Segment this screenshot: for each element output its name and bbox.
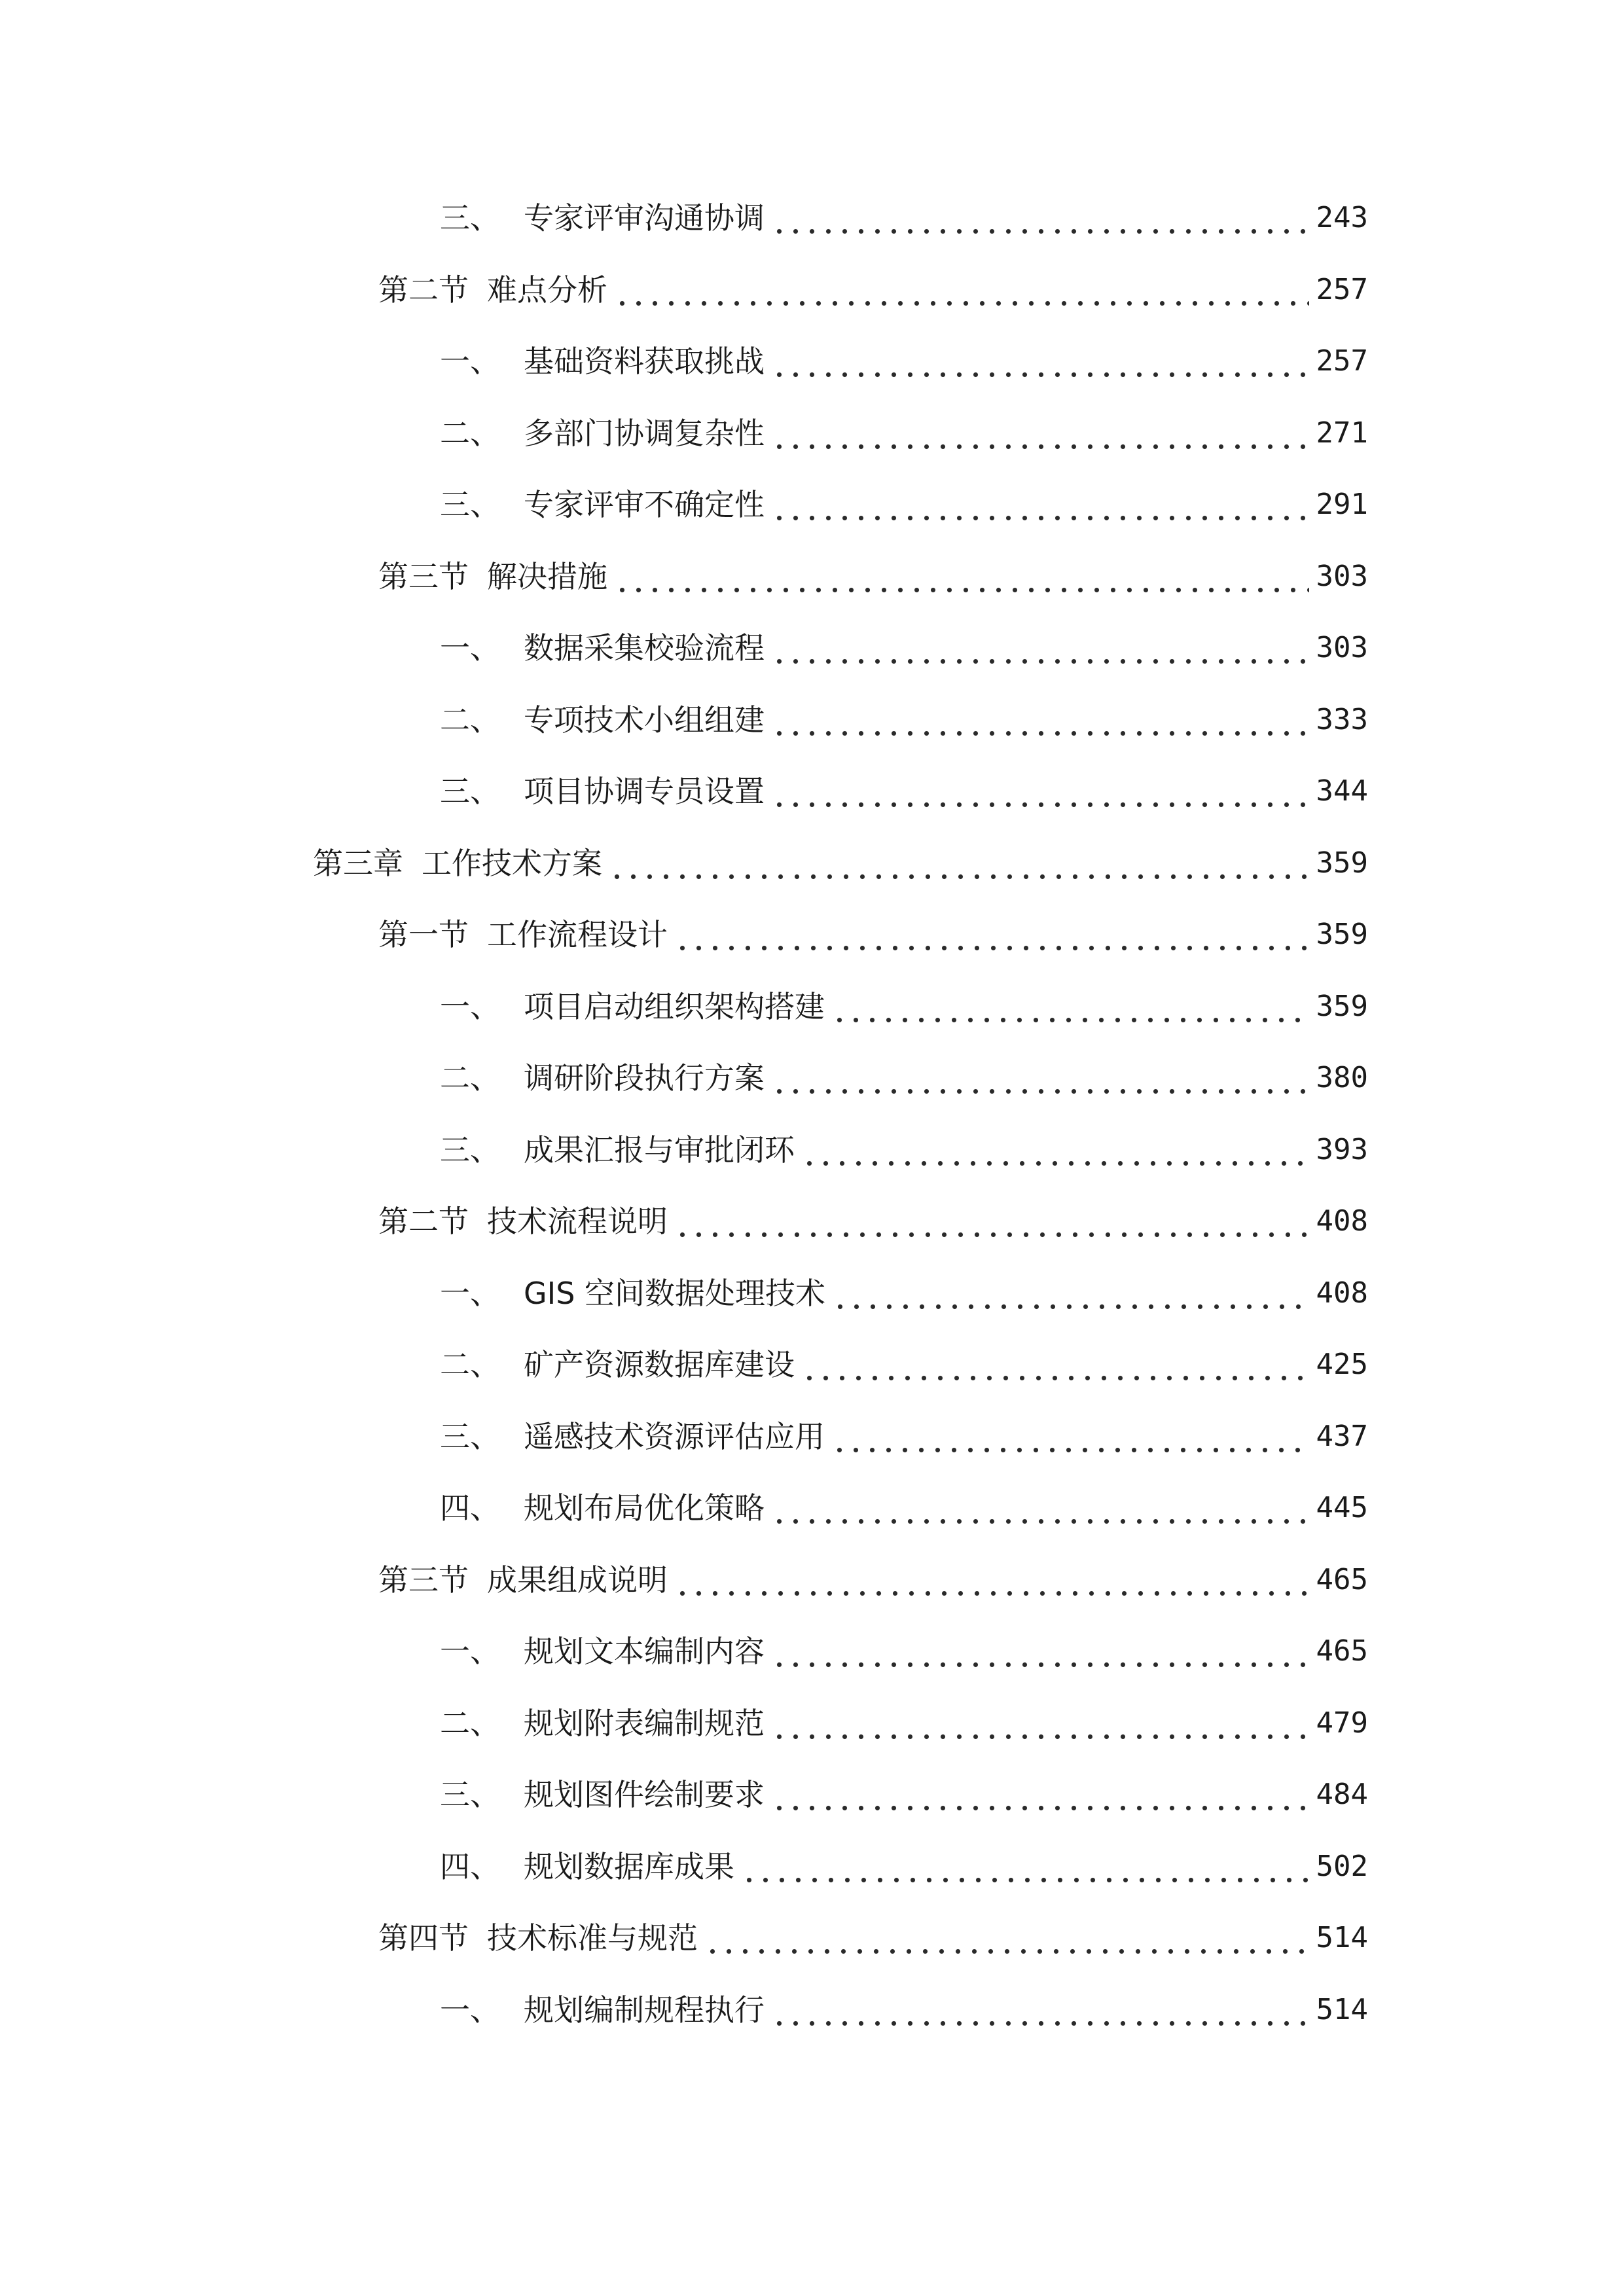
dot-leader bbox=[801, 1124, 1309, 1176]
dot-leader bbox=[832, 1267, 1309, 1319]
toc-entry-title: 工作技术方案 bbox=[422, 846, 602, 881]
toc-entry-title: 遥感技术资源评估应用 bbox=[524, 1419, 825, 1454]
toc-entry[interactable] bbox=[378, 1912, 1368, 1964]
toc-entry[interactable] bbox=[440, 1124, 1368, 1176]
toc-entry-marker: 四、 bbox=[440, 1490, 500, 1526]
toc-entry-marker: 二、 bbox=[440, 416, 500, 451]
toc-entry-title: 规划文本编制内容 bbox=[524, 1634, 765, 1669]
dot-leader bbox=[771, 407, 1309, 459]
dot-leader bbox=[771, 1984, 1309, 2036]
toc-entry-marker: 二、 bbox=[440, 1060, 500, 1096]
toc-entry-marker: 四、 bbox=[440, 1849, 500, 1884]
toc-entry-page: 303 bbox=[1316, 560, 1368, 593]
toc-entry-page: 243 bbox=[1316, 201, 1368, 234]
toc-entry[interactable] bbox=[378, 908, 1368, 961]
toc-entry[interactable] bbox=[378, 1195, 1368, 1247]
toc-entry-title: 技术标准与规范 bbox=[487, 1920, 698, 1956]
dot-leader bbox=[614, 550, 1309, 603]
toc-entry[interactable] bbox=[378, 550, 1368, 603]
toc-entry[interactable] bbox=[440, 1768, 1368, 1821]
toc-entry-title: 成果汇报与审批闭环 bbox=[524, 1132, 795, 1168]
toc-entry-marker: 一、 bbox=[440, 1276, 500, 1311]
toc-entry-title: 难点分析 bbox=[487, 272, 607, 308]
toc-entry-marker: 第二节 bbox=[378, 1204, 469, 1239]
toc-entry-page: 380 bbox=[1316, 1061, 1368, 1094]
dot-leader bbox=[831, 1410, 1309, 1463]
toc-entry-page: 514 bbox=[1316, 1993, 1368, 2026]
toc-entry-marker: 三、 bbox=[440, 1132, 500, 1168]
toc-entry-title: 规划附表编制规范 bbox=[524, 1706, 765, 1741]
dot-leader bbox=[614, 264, 1309, 316]
toc-entry-page: 393 bbox=[1316, 1133, 1368, 1166]
toc-entry[interactable] bbox=[440, 1482, 1368, 1534]
toc-entry-marker: 二、 bbox=[440, 702, 500, 738]
dot-leader bbox=[771, 1482, 1309, 1534]
toc-entry-page: 437 bbox=[1316, 1420, 1368, 1453]
toc-entry-title: 规划布局优化策略 bbox=[524, 1490, 765, 1526]
toc-entry[interactable] bbox=[378, 264, 1368, 316]
toc-entry-marker: 三、 bbox=[440, 487, 500, 522]
dot-leader bbox=[674, 1554, 1309, 1606]
dot-leader bbox=[771, 1768, 1309, 1821]
toc-entry-page: 291 bbox=[1316, 488, 1368, 521]
toc-entry-page: 359 bbox=[1316, 990, 1368, 1023]
toc-entry-page: 502 bbox=[1316, 1850, 1368, 1883]
toc-entry[interactable] bbox=[440, 622, 1368, 674]
toc-entry-marker: 一、 bbox=[440, 630, 500, 666]
toc-entry-page: 425 bbox=[1316, 1348, 1368, 1381]
toc-entry-page: 271 bbox=[1316, 416, 1368, 450]
toc-entry-title: 调研阶段执行方案 bbox=[524, 1060, 765, 1096]
toc-entry[interactable] bbox=[440, 1338, 1368, 1391]
toc-entry-title: 专家评审不确定性 bbox=[524, 487, 765, 522]
toc-entry-title: 工作流程设计 bbox=[487, 917, 668, 952]
toc-entry-page: 344 bbox=[1316, 774, 1368, 808]
toc-entry-page: 514 bbox=[1316, 1921, 1368, 1954]
toc-entry[interactable] bbox=[440, 1267, 1368, 1319]
toc-entry-marker: 二、 bbox=[440, 1347, 500, 1382]
toc-entry-title: 矿产资源数据库建设 bbox=[524, 1347, 795, 1382]
toc-entry-marker: 一、 bbox=[440, 1992, 500, 2028]
dot-leader bbox=[771, 765, 1309, 817]
toc-entry[interactable] bbox=[440, 335, 1368, 387]
toc-entry-marker: 二、 bbox=[440, 1706, 500, 1741]
toc-entry-page: 484 bbox=[1316, 1778, 1368, 1811]
toc-entry-marker: 一、 bbox=[440, 989, 500, 1024]
toc-entry-marker: 第三节 bbox=[378, 1562, 469, 1598]
toc-entry-page: 479 bbox=[1316, 1706, 1368, 1740]
toc-entry[interactable] bbox=[440, 1052, 1368, 1104]
dot-leader bbox=[771, 1052, 1309, 1104]
toc-entry[interactable] bbox=[440, 1697, 1368, 1749]
dot-leader bbox=[771, 192, 1309, 244]
toc-entry-page: 445 bbox=[1316, 1491, 1368, 1524]
toc-entry-page: 408 bbox=[1316, 1204, 1368, 1238]
toc-entry-marker: 三、 bbox=[440, 1777, 500, 1812]
toc-entry-title: 规划数据库成果 bbox=[524, 1849, 734, 1884]
toc-entry[interactable] bbox=[440, 765, 1368, 817]
dot-leader bbox=[771, 335, 1309, 387]
toc-entry-marker: 第三节 bbox=[378, 559, 469, 594]
dot-leader bbox=[771, 1625, 1309, 1677]
toc-entry-marker: 三、 bbox=[440, 200, 500, 236]
toc-entry[interactable] bbox=[378, 1554, 1368, 1606]
toc-entry-title: 成果组成说明 bbox=[487, 1562, 668, 1598]
toc-entry-page: 359 bbox=[1316, 918, 1368, 951]
toc-entry-title: 项目协调专员设置 bbox=[524, 774, 765, 809]
toc-entry-page: 408 bbox=[1316, 1276, 1368, 1310]
toc-entry[interactable] bbox=[440, 407, 1368, 459]
toc-entry-marker: 三、 bbox=[440, 774, 500, 809]
dot-leader bbox=[674, 908, 1309, 961]
toc-entry-title: 基础资料获取挑战 bbox=[524, 344, 765, 379]
toc-entry-title: 规划图件绘制要求 bbox=[524, 1777, 765, 1812]
toc-entry-page: 333 bbox=[1316, 703, 1368, 736]
toc-entry-title: 技术流程说明 bbox=[487, 1204, 668, 1239]
toc-entry-title: 解决措施 bbox=[487, 559, 607, 594]
dot-leader bbox=[674, 1195, 1309, 1247]
toc-entry-marker: 三、 bbox=[440, 1419, 500, 1454]
toc-entry-title: GIS 空间数据处理技术 bbox=[524, 1276, 826, 1311]
toc-entry-marker: 第二节 bbox=[378, 272, 469, 308]
toc-entry[interactable] bbox=[440, 1625, 1368, 1677]
toc-entry-page: 465 bbox=[1316, 1634, 1368, 1668]
toc-entry-page: 359 bbox=[1316, 846, 1368, 880]
dot-leader bbox=[771, 622, 1309, 674]
toc-entry[interactable] bbox=[440, 192, 1368, 244]
toc-entry[interactable] bbox=[440, 478, 1368, 531]
toc-entry-marker: 一、 bbox=[440, 1634, 500, 1669]
dot-leader bbox=[741, 1840, 1309, 1893]
toc-entry[interactable] bbox=[313, 837, 1368, 889]
toc-entry-marker: 一、 bbox=[440, 344, 500, 379]
dot-leader bbox=[801, 1338, 1309, 1391]
toc-entry-title: 多部门协调复杂性 bbox=[524, 416, 765, 451]
toc-entry[interactable] bbox=[440, 1984, 1368, 2036]
toc-entry-marker: 第三章 bbox=[313, 846, 403, 881]
toc-entry-marker: 第四节 bbox=[378, 1920, 469, 1956]
toc-entry-page: 303 bbox=[1316, 631, 1368, 664]
toc-entry[interactable] bbox=[440, 980, 1368, 1033]
dot-leader bbox=[771, 694, 1309, 746]
toc-entry-title: 项目启动组织架构搭建 bbox=[524, 989, 825, 1024]
toc-entry-page: 465 bbox=[1316, 1563, 1368, 1596]
dot-leader bbox=[704, 1912, 1309, 1964]
toc-entry-title: 规划编制规程执行 bbox=[524, 1992, 765, 2028]
toc-entry-marker: 第一节 bbox=[378, 917, 469, 952]
toc-entry-title: 专项技术小组组建 bbox=[524, 702, 765, 738]
toc-entry[interactable] bbox=[440, 1840, 1368, 1893]
toc-entry-title: 数据采集校验流程 bbox=[524, 630, 765, 666]
dot-leader bbox=[771, 1697, 1309, 1749]
dot-leader bbox=[771, 478, 1309, 531]
toc-entry[interactable] bbox=[440, 1410, 1368, 1463]
toc-entry[interactable] bbox=[440, 694, 1368, 746]
toc-entry-page: 257 bbox=[1316, 344, 1368, 378]
dot-leader bbox=[831, 980, 1309, 1033]
toc-entry-page: 257 bbox=[1316, 273, 1368, 306]
dot-leader bbox=[609, 837, 1309, 889]
toc-entry-title: 专家评审沟通协调 bbox=[524, 200, 765, 236]
